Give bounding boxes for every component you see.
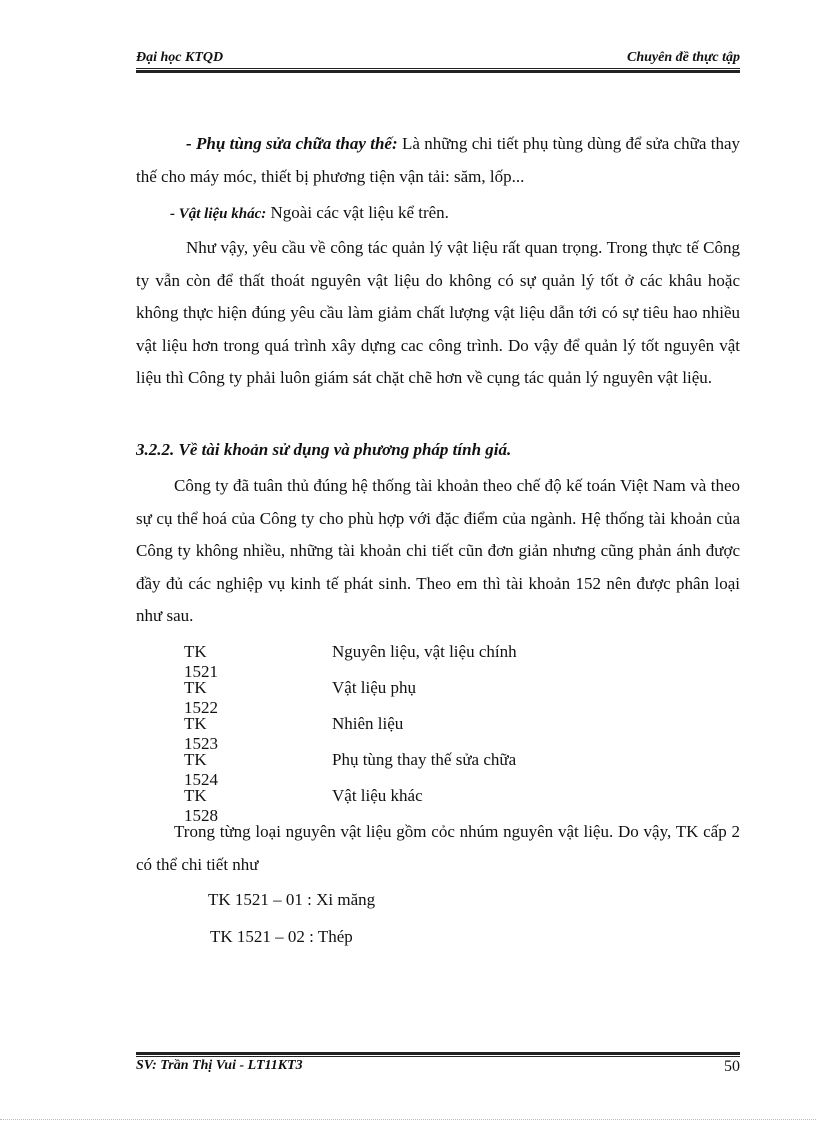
text-other-materials: Ngoài các vật liệu kể trên. <box>266 203 449 222</box>
account-code: TK 1523 <box>184 714 218 753</box>
term-other-materials: - Vật liệu khác: <box>170 206 267 222</box>
account-desc: Nhiên liệu <box>332 714 404 733</box>
account-code: TK 1522 <box>184 678 218 717</box>
footer-student: SV: Trần Thị Vui - LT11KT3 <box>136 1058 303 1073</box>
term-spare-parts: - Phụ tùng sửa chữa thay thế: <box>186 134 398 153</box>
account-desc: Vật liệu khác <box>332 786 423 805</box>
paragraph-other-materials <box>136 197 740 231</box>
page-edge-divider <box>0 1119 816 1120</box>
account-desc: Vật liệu phụ <box>332 678 417 697</box>
section-heading: 3.2.2. Về tài khoản sử dụng và phương pháp tính giá. <box>136 440 512 459</box>
header-right: Chuyên đề thực tập <box>626 50 740 65</box>
header-left: Đại học KTQD <box>136 50 224 65</box>
footer-rule <box>136 1052 740 1057</box>
account-code: TK 1524 <box>184 750 218 789</box>
account-desc: Phụ tùng thay thế sửa chữa <box>332 750 517 769</box>
paragraph-spare-parts <box>136 128 740 193</box>
page-number: 50 <box>724 1058 740 1075</box>
paragraph-accounts: Công ty đã tuân thủ đúng hệ thống tài khoản theo chế độ kế toán Việt Nam và theo sự cụ thể hoá của Công ty cho phù hợp với đặc điểm của ngành. Hệ thống tài khoản của Công ty không nhiều, những tài khoản chi tiết cũn đơn giản nhưng cũng phản ánh được đầy đủ các nghiệp vụ kinh tế phát sinh. Theo em thì tài khoản 152 nên được phân loại như sau. <box>136 476 740 625</box>
sub-account-row: TK 1521 – 02 : Thép <box>210 927 353 946</box>
header-rule <box>136 68 740 73</box>
account-desc: Nguyên liệu, vật liệu chính <box>332 642 517 661</box>
paragraph-management: Như vậy, yêu cầu về công tác quản lý vật liệu rất quan trọng. Trong thực tế Công ty vẫn còn để thất thoát nguyên vật liệu do không có sự quản lý tốt ở các khâu hoặc không thực hiện đúng yêu cầu làm giảm chất lượng vật liệu dẫn tới có sự tiêu hao nhiều vật liệu hơn trong quá trình xây dựng cac công trình. Do vậy để quản lý tốt nguyên vật liệu thì Công ty phải luôn giám sát chặt chẽ hơn về cụng tác quản lý nguyên vật liệu. <box>136 238 740 387</box>
sub-account-row: TK 1521 – 01 : Xi măng <box>208 890 376 909</box>
text-spare-parts: Là những chi tiết phụ tùng dùng để sửa chữa thay thế cho máy móc, thiết bị phương tiện vận tải: săm, lốp... <box>136 134 741 186</box>
account-code: TK 1528 <box>184 786 218 825</box>
paragraph-groups: Trong từng loại nguyên vật liệu gồm cỏc nhúm nguyên vật liệu. Do vậy, TK cấp 2 có thể chi tiết như <box>136 822 740 874</box>
account-code: TK 1521 <box>184 642 218 681</box>
